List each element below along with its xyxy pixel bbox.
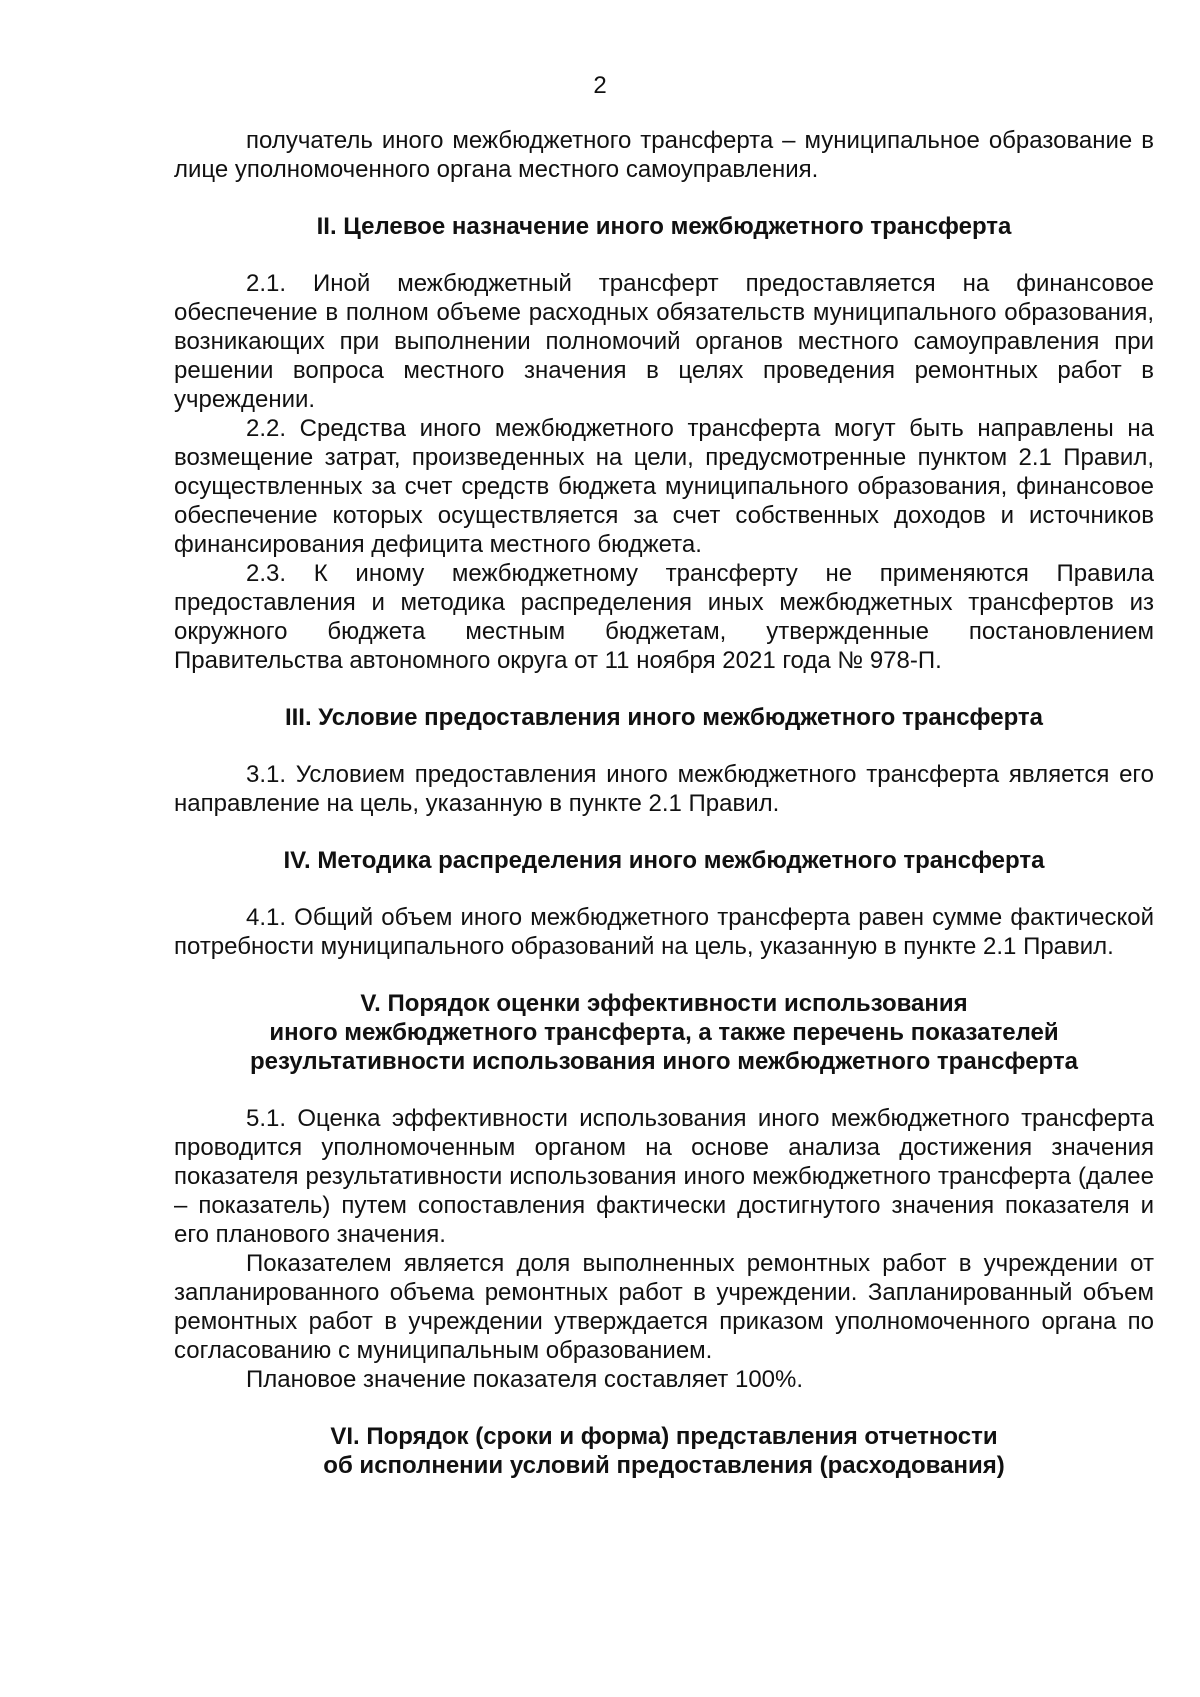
section-heading-line: об исполнении условий предоставления (расходования) <box>323 1452 1005 1479</box>
section-heading-line: результативности использования иного межбюджетного трансферта <box>249 1048 1079 1075</box>
paragraph-2-3: 2.3. К иному межбюджетному трансферту не применяются Правила предоставления и методика распределения иных межбюджетных трансфертов из окружного бюджета местным бюджетам, утвержденные постановлением Правительства автономного округа от 11 ноября 2021 года № 978-П. <box>174 560 1154 674</box>
section-heading-line: V. Порядок оценки эффективности использования <box>360 990 968 1017</box>
paragraph-3-1: 3.1. Условием предоставления иного межбюджетного трансферта является его направление на цель, указанную в пункте 2.1 Правил. <box>174 761 1154 817</box>
page-number: 2 <box>593 72 607 99</box>
paragraph-5-indicator: Показателем является доля выполненных ремонтных работ в учреждении от запланированного объема ремонтных работ в учреждении. Запланированный объем ремонтных работ в учреждении утверждается приказом уполномоченного органа по согласованию с муниципальным образованием. <box>174 1250 1154 1364</box>
paragraph-5-plan-value: Плановое значение показателя составляет 100%. <box>246 1366 804 1393</box>
section-heading-line: IV. Методика распределения иного межбюджетного трансферта <box>283 847 1045 874</box>
paragraph-2-1: 2.1. Иной межбюджетный трансферт предоставляется на финансовое обеспечение в полном объеме расходных обязательств муниципального образования, возникающих при выполнении полномочий органов местного самоуправления при решении вопроса местного значения в целях проведения ремонтных работ в учреждении. <box>174 270 1154 413</box>
section-heading-6 <box>174 1422 1154 1480</box>
section-heading-4 <box>174 846 1154 875</box>
section-heading-line: III. Условие предоставления иного межбюджетного трансферта <box>284 704 1044 731</box>
paragraph-4-1: 4.1. Общий объем иного межбюджетного трансферта равен сумме фактической потребности муниципального образований на цель, указанную в пункте 2.1 Правил. <box>174 904 1154 960</box>
paragraph-5-1: 5.1. Оценка эффективности использования иного межбюджетного трансферта проводится уполномоченным органом на основе анализа достижения значения показателя результативности использования иного межбюджетного трансферта (далее – показатель) путем сопоставления фактически достигнутого значения показателя и его планового значения. <box>174 1105 1154 1248</box>
section-heading-line: иного межбюджетного трансферта, а также перечень показателей <box>269 1019 1059 1046</box>
section-heading-line: VI. Порядок (сроки и форма) представления отчетности <box>330 1423 998 1450</box>
section-heading-2 <box>174 212 1154 241</box>
document-body <box>174 126 1154 1480</box>
section-heading-3 <box>174 703 1154 732</box>
paragraph-2-2: 2.2. Средства иного межбюджетного трансферта могут быть направлены на возмещение затрат, произведенных на цели, предусмотренные пунктом 2.1 Правил, осуществленных за счет средств бюджета муниципального образования, финансовое обеспечение которых осуществляется за счет собственных доходов и источников финансирования дефицита местного бюджета. <box>174 415 1154 558</box>
section-heading-line: II. Целевое назначение иного межбюджетного трансферта <box>316 213 1012 240</box>
section-heading-5 <box>174 989 1154 1076</box>
intro-paragraph: получатель иного межбюджетного трансферта – муниципальное образование в лице уполномоченного органа местного самоуправления. <box>174 127 1154 183</box>
